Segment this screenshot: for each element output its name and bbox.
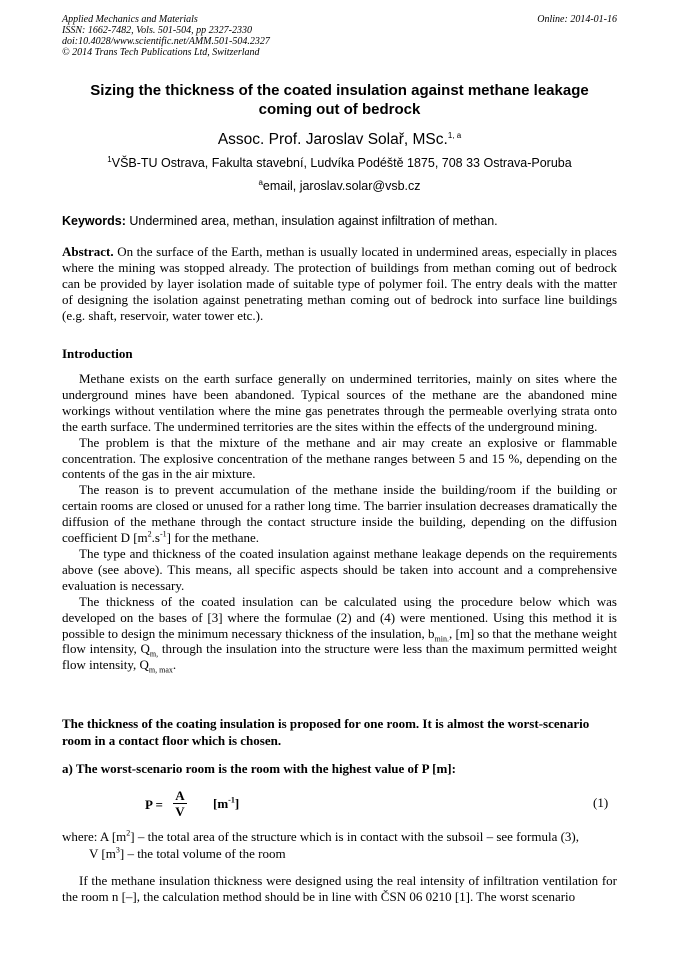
unit-a: [m	[213, 796, 229, 811]
author-name: Assoc. Prof. Jaroslav Solař, MSc.	[217, 131, 448, 148]
where-l1-sup: 2	[126, 828, 131, 838]
where-line-1	[62, 828, 617, 845]
p3-text-b: .s	[151, 530, 160, 546]
unit-b: ]	[234, 796, 240, 811]
intro-paragraph-3	[62, 482, 617, 546]
affiliation	[62, 156, 617, 170]
p5-text-d: .	[172, 657, 177, 673]
introduction-body	[62, 371, 617, 673]
affiliation-sup: 1	[107, 154, 112, 164]
keywords-text: Undermined area, methan, insulation against infiltration of methan.	[125, 214, 498, 228]
author-sup: 1, a	[447, 130, 462, 140]
online-date: Online: 2014-01-16	[537, 14, 617, 25]
p5-text-c: through the insulation into the structure were less than the maximum permitted weight flow intensity, Q	[62, 641, 617, 673]
where-l2-b: ] – the total volume of the room	[119, 846, 286, 861]
abstract-label: Abstract.	[62, 244, 114, 259]
where-clause	[62, 828, 617, 862]
p3-sup-1: 2	[147, 529, 152, 539]
copyright-line: © 2014 Trans Tech Publications Ltd, Switzerland	[62, 47, 260, 58]
bold-statement: The thickness of the coating insulation is proposed for one room. It is almost the worst-scenario room in a contact floor which is chosen.	[62, 716, 590, 748]
introduction-heading: Introduction	[62, 346, 133, 361]
keywords	[62, 214, 617, 228]
equation-number: (1)	[593, 795, 609, 810]
abstract-text: On the surface of the Earth, methan is usually located in undermined areas, especially in places where the mining was stopped already. The protection of buildings from methan coming out of bedrock can be provided by layer isolation made of suitable type of polymer foil. The entry deals with the matter of designing the isolation against penetrating methan coming out of bedrock into surface line buildings (e.g. shaft, reservoir, water tower etc.).	[62, 244, 617, 323]
keywords-label: Keywords:	[62, 214, 126, 228]
unit-sup: -1	[228, 795, 235, 805]
p5-sub-3: m, max	[148, 665, 173, 675]
paper-title: Sizing the thickness of the coated insulation against methane leakage coming out of bedrock	[90, 82, 589, 118]
doi-line: doi:10.4028/www.scientific.net/AMM.501-504.2327	[62, 36, 270, 47]
p3-sup-2: -1	[159, 529, 167, 539]
journal-header	[62, 14, 617, 58]
last-paragraph-text: If the methane insulation thickness were designed using the real intensity of infiltration ventilation for the room n [–], the calculation method should be in line with ČSN 06 0210 [1]. The worst scenario	[62, 873, 617, 904]
p3-text-c: ] for the methane.	[166, 530, 260, 546]
where-line-2	[62, 845, 617, 862]
abstract	[62, 244, 617, 324]
affiliation-text: VŠB-TU Ostrava, Fakulta stavební, Ludvíka Podéště 1875, 708 33 Ostrava-Poruba	[111, 156, 572, 170]
section-a-heading: a) The worst-scenario room is the room with the highest value of P [m]:	[62, 761, 456, 776]
equation-lhs: P =	[145, 797, 163, 812]
fraction-numerator: A	[173, 788, 187, 804]
intro-paragraph-2: The problem is that the mixture of the methane and air may create an explosive or flammable concentration. The explosive concentration of the methane ranges between 5 and 15 %, depending on the contents of the gas in the air mixture.	[62, 434, 617, 482]
where-l1-b: ] – the total area of the structure which is in contact with the subsoil – see formula (3),	[130, 829, 579, 844]
intro-paragraph-5	[62, 594, 617, 674]
p5-text-b: , [m] so that the methane weight flow intensity, Q	[62, 625, 617, 657]
where-l2-a: V [m	[89, 846, 116, 861]
email-line	[62, 179, 617, 193]
p3-text-a: The reason is to prevent accumulation of the methane inside the building/room if the building or certain rooms are closed or unused for a rather long time. The barrier insulation decreases dramatically the diffusion of the methane through the contact structure inside the building, depending on the diffusion coefficient D [m	[62, 482, 617, 546]
issn-line: ISSN: 1662-7482, Vols. 501-504, pp 2327-2330	[62, 25, 252, 36]
journal-name: Applied Mechanics and Materials	[62, 14, 198, 25]
email-text: email, jaroslav.solar@vsb.cz	[262, 179, 421, 193]
fraction-denominator: V	[175, 804, 185, 819]
where-l1-a: where: A [m	[62, 829, 127, 844]
p5-sub-1: min.	[434, 634, 449, 644]
p5-text-a: The thickness of the coated insulation can be calculated using the procedure below which was developed on the bases of [3] where the formulae (2) and (4) were mentioned. Using this method it is possible to design the minimum necessary thickness of the insulation, b	[62, 593, 617, 641]
intro-paragraph-4: The type and thickness of the coated insulation against methane leakage depends on the requirements above (see above). This means, all specific aspects should be taken into account and a comprehensive evaluation is necessary.	[62, 545, 617, 593]
equation-fraction	[173, 788, 187, 820]
equation-unit	[213, 796, 239, 812]
where-l2-sup: 3	[115, 845, 120, 855]
author-line	[62, 131, 617, 149]
email-sup: a	[258, 177, 263, 187]
intro-paragraph-1: Methane exists on the earth surface generally on undermined territories, mainly on sites where the underground mines have been abandoned. Typical sources of the methane are the abandoned mine workings without ventilation where the mine gas penetrates through the permeable overlying strata onto the earth surface. The undermined territories are the sites within the effects of the underground mining.	[62, 371, 617, 434]
last-paragraph	[62, 873, 617, 905]
p5-sub-2: m,	[149, 650, 159, 659]
